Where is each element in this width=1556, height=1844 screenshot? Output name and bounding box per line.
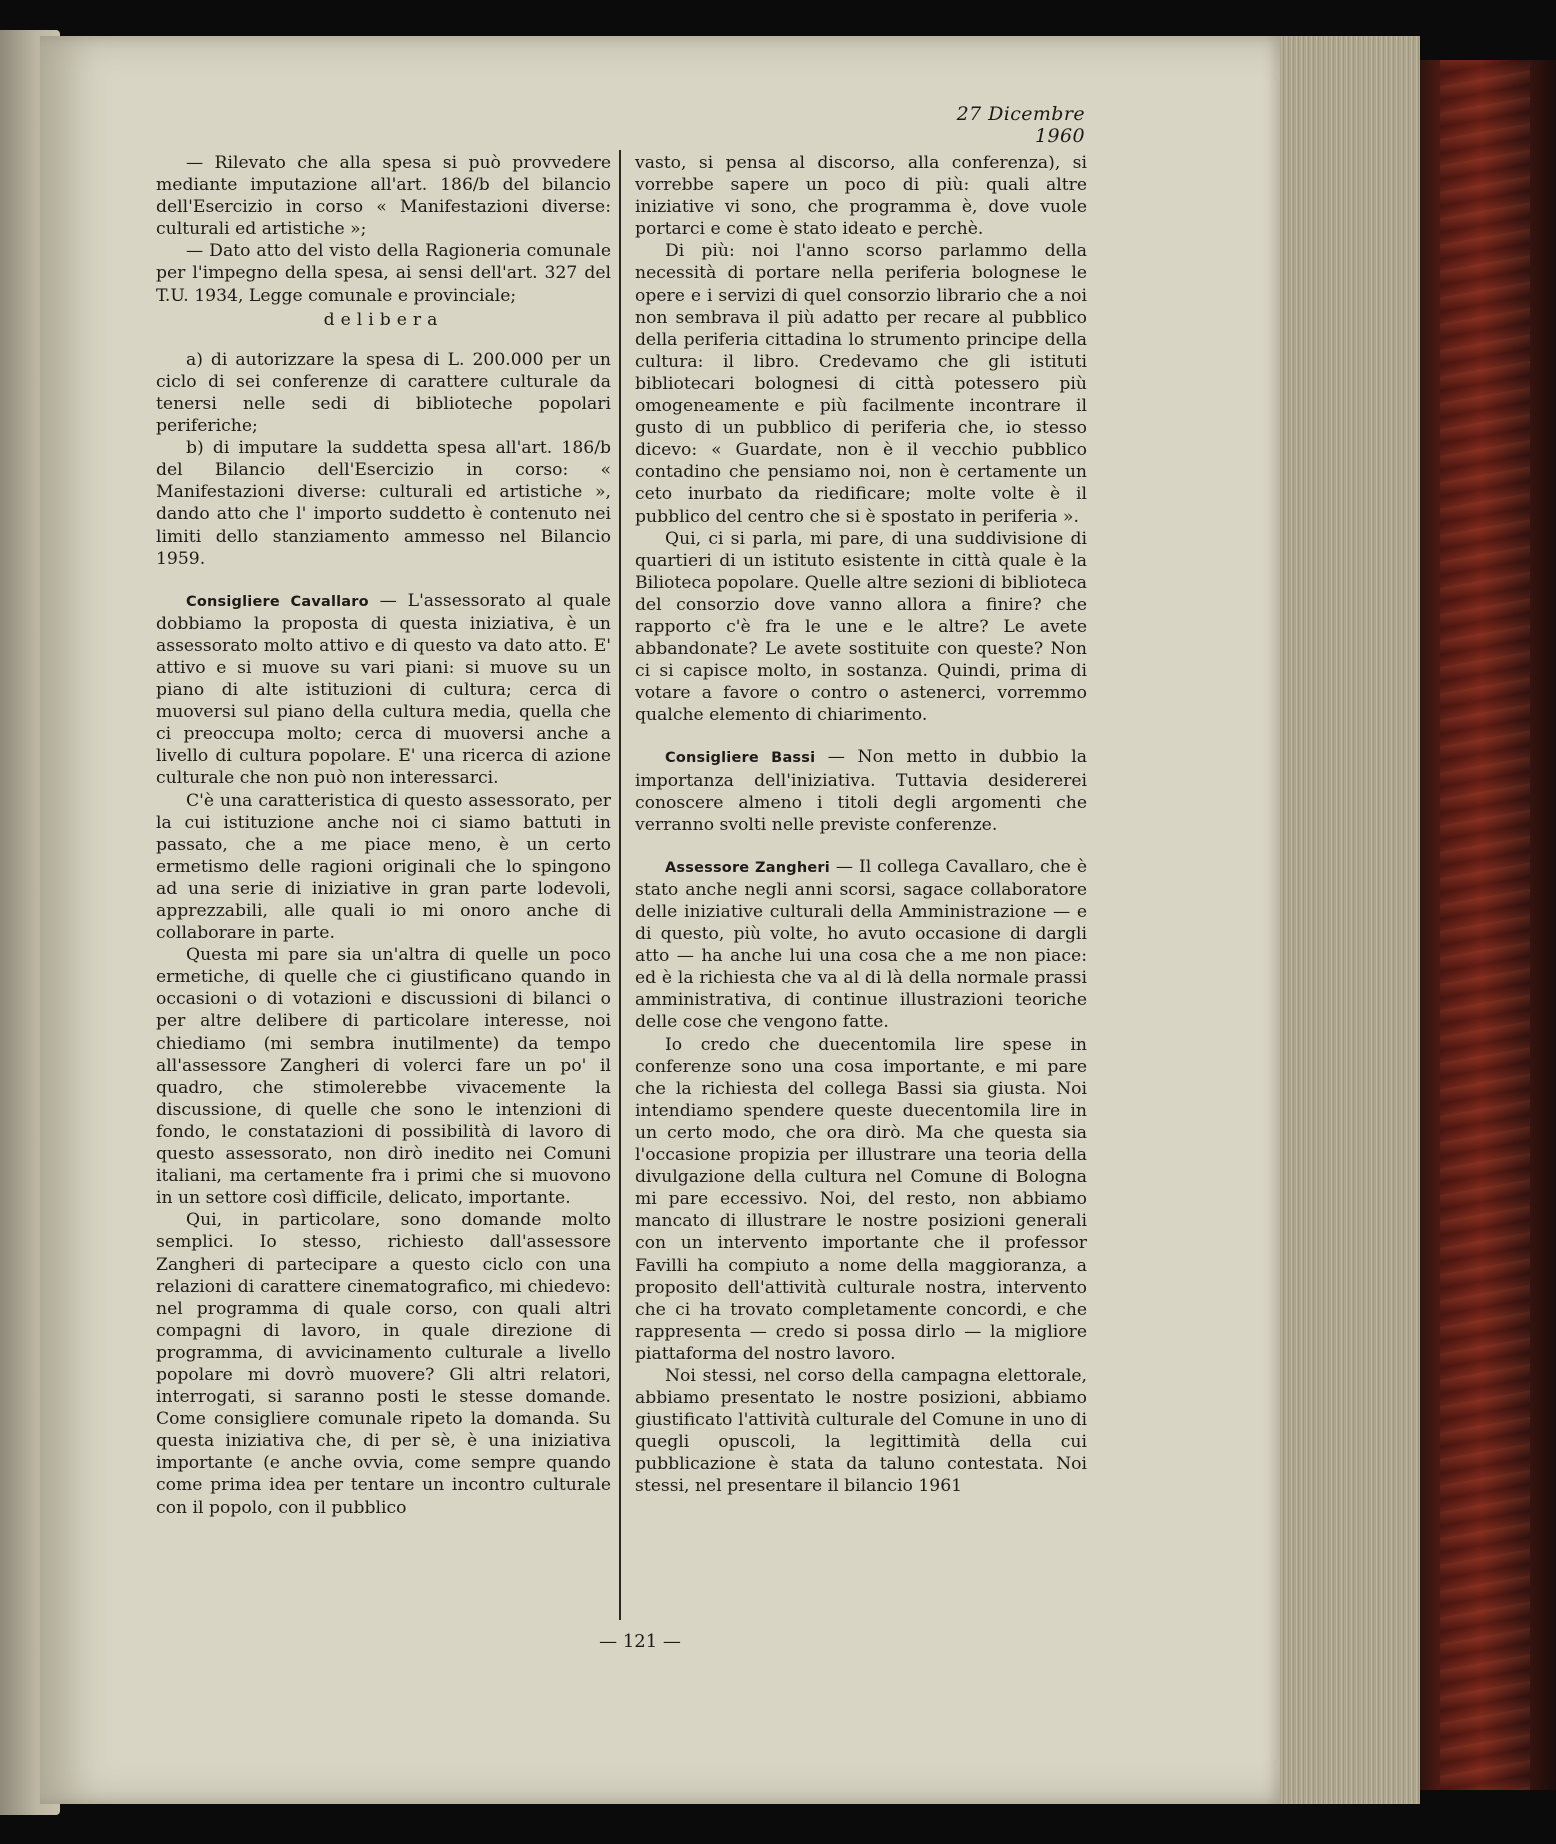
left-column	[156, 152, 611, 1519]
column-divider	[619, 150, 621, 1620]
paragraph: C'è una caratteristica di questo assessorato, per la cui istituzione anche noi ci siamo battuti in passato, che a me piace meno, è un certo ermetismo delle ragioni originali che lo spingono ad una serie di iniziative in gran parte lodevoli, apprezzabili, alle quali io mi onoro anche di collaborare in parte.	[156, 790, 611, 944]
speaker-name: Assessore Zangheri	[665, 859, 830, 876]
paragraph: — Rilevato che alla spesa si può provvedere mediante imputazione all'art. 186/b del bilancio dell'Esercizio in corso « Manifestazioni diverse: culturali ed artistiche »;	[156, 153, 611, 240]
speech-paragraph	[156, 590, 611, 790]
paragraph: Di più: noi l'anno scorso parlammo della necessità di portare nella periferia bolognese le opere e i servizi di quel consorzio librario che a noi non sembrava il più adatto per recare al pubblico della periferia cittadina lo strumento principe della cultura: il libro. Credevamo che gli istituti bibliotecari bolognesi di città potessero più omogeneamente e più facilmente incontrare il gusto di un pubblico di periferia che, io stesso dicevo: « Guardate, non è il vecchio pubblico contadino che pensiamo noi, non è certamente un ceto inurbato da riedificare; molte volte è il pubblico del centro che si è spostato in periferia ».	[635, 241, 1087, 527]
book-cover-edge	[1420, 60, 1556, 1790]
paragraph: Qui, ci si parla, mi pare, di una suddivisione di quartieri di un istituto esistente in città quale è la Bilioteca popolare. Quelle altre sezioni di biblioteca del consorzio dove vanno allora a finire? che rapporto c'è fra le une e le altre? Le avete abbandonate? Le avete sostituite con queste? Non ci si capisce molto, in sostanza. Quindi, prima di votare a favore o contro o astenerci, vorremmo qualche elemento di chiarimento.	[635, 528, 1087, 726]
paragraph: Io credo che duecentomila lire spese in conferenze sono una cosa importante, e mi pare che la richiesta del collega Bassi sia giusta. Noi intendiamo spendere queste duecentomila lire in un certo modo, che ora dirò. Ma che questa sia l'occasione propizia per illustrare una teoria della divulgazione della cultura nel Comune di Bologna mi pare eccessivo. Noi, del resto, non abbiamo mancato di illustrare le nostre posizioni generali con un intervento importante che il professor Favilli ha compiuto a nome della maggioranza, a proposito dell'attività culturale nostra, intervento che ci ha trovato completamente concordi, e che rappresenta — credo si possa dirlo — la migliore piattaforma del nostro lavoro.	[635, 1034, 1087, 1364]
paragraph: Questa mi pare sia un'altra di quelle un poco ermetiche, di quelle che ci giustificano quando in occasioni o di votazioni e discussioni di bilanci o per altre delibere di particolare interesse, noi chiediamo (mi sembra inutilmente) da tempo all'assessore Zangheri di volerci fare un po' il quadro, che stimolerebbe vivacemente la discussione, di quelle che sono le intenzioni di fondo, le constatazioni di possibilità di lavoro di questo assessorato, non dirò inedito nei Comuni italiani, ma certamente fra i primi che si muovono in un settore così difficile, delicato, importante.	[156, 945, 611, 1209]
paragraph: b) di imputare la suddetta spesa all'art. 186/b del Bilancio dell'Esercizio in corso: « Manifestazioni diverse: culturali ed artistiche », dando atto che l' importo suddetto è contenuto nei limiti dello stanziamento ammesso nel Bilancio 1959.	[156, 438, 611, 569]
delibera-heading: delibera	[323, 309, 444, 330]
speech-paragraph	[635, 856, 1087, 1034]
paragraph: vasto, si pensa al discorso, alla conferenza), si vorrebbe sapere un poco di più: quali altre iniziative vi sono, che programma è, dove vuole portarci e come è stato ideato e perchè.	[635, 153, 1087, 240]
speech-text: — Il collega Cavallaro, che è stato anche negli anni scorsi, sagace collaboratore delle iniziative culturali della Amministrazione — e di questo, più volte, ho avuto occasione di dargli atto — ha anche lui una cosa che a me non piace: ed è la richiesta che va al di là della normale prassi amministrativa, di continue illustrazioni teoriche delle cose che vengono fatte.	[635, 856, 1087, 1033]
speaker-name: Consigliere Bassi	[665, 750, 816, 767]
paragraph: — Dato atto del visto della Ragioneria comunale per l'impegno della spesa, ai sensi dell'art. 327 del T.U. 1934, Legge comunale e provinciale;	[156, 241, 611, 306]
right-column	[635, 152, 1087, 1498]
speech-text: — Non metto in dubbio la importanza dell'iniziativa. Tuttavia desidererei conoscere almeno i titoli degli argomenti che verranno svolti nelle previste conferenze.	[635, 747, 1087, 835]
speaker-name: Consigliere Cavallaro	[186, 593, 369, 610]
paragraph: Noi stessi, nel corso della campagna elettorale, abbiamo presentato le nostre posizioni, abbiamo giustificato l'attività culturale del Comune in uno di quegli opuscoli, la legittimità della cui pubblicazione è stata da taluno contestata. Noi stessi, nel presentare il bilancio 1961	[635, 1365, 1087, 1497]
speech-text: — L'assessorato al quale dobbiamo la proposta di questa iniziativa, è un assessorato molto attivo e di questo va dato atto. E' attivo e si muove su vari piani: si muove su un piano di alte istituzioni di cultura; cerca di muoversi sul piano della cultura media, quella che ci preoccupa molto; cerca di muoversi anche a livello di cultura popolare. E' una ricerca di azione culturale che non può non interessarci.	[156, 590, 611, 789]
paragraph: Qui, in particolare, sono domande molto semplici. Io stesso, richiesto dall'assessore Zangheri di partecipare a questo ciclo con una relazioni di carattere cinematografico, mi chiedevo: nel programma di quale corso, con quali altri compagni di lavoro, in quale direzione di programma, di avvicinamento culturale a livello popolare mi dovrò muovere? Gli altri relatori, interrogati, si saranno posti le stesse domande. Come consigliere comunale ripeto la domanda. Su questa iniziativa che, di per sè, è una iniziativa importante (e anche ovvia, come sempre quando come prima idea per tentare un incontro culturale con il popolo, con il pubblico	[156, 1210, 611, 1518]
page-number: — 121 —	[599, 1631, 681, 1652]
page-header-date: 27 Dicembre 1960	[956, 103, 1085, 147]
paragraph: a) di autorizzare la spesa di L. 200.000 per un ciclo di sei conferenze di carattere culturale da tenersi nelle sedi di biblioteche popolari periferiche;	[156, 349, 611, 437]
page-stack-edge	[1270, 36, 1420, 1804]
speech-paragraph	[635, 746, 1087, 835]
